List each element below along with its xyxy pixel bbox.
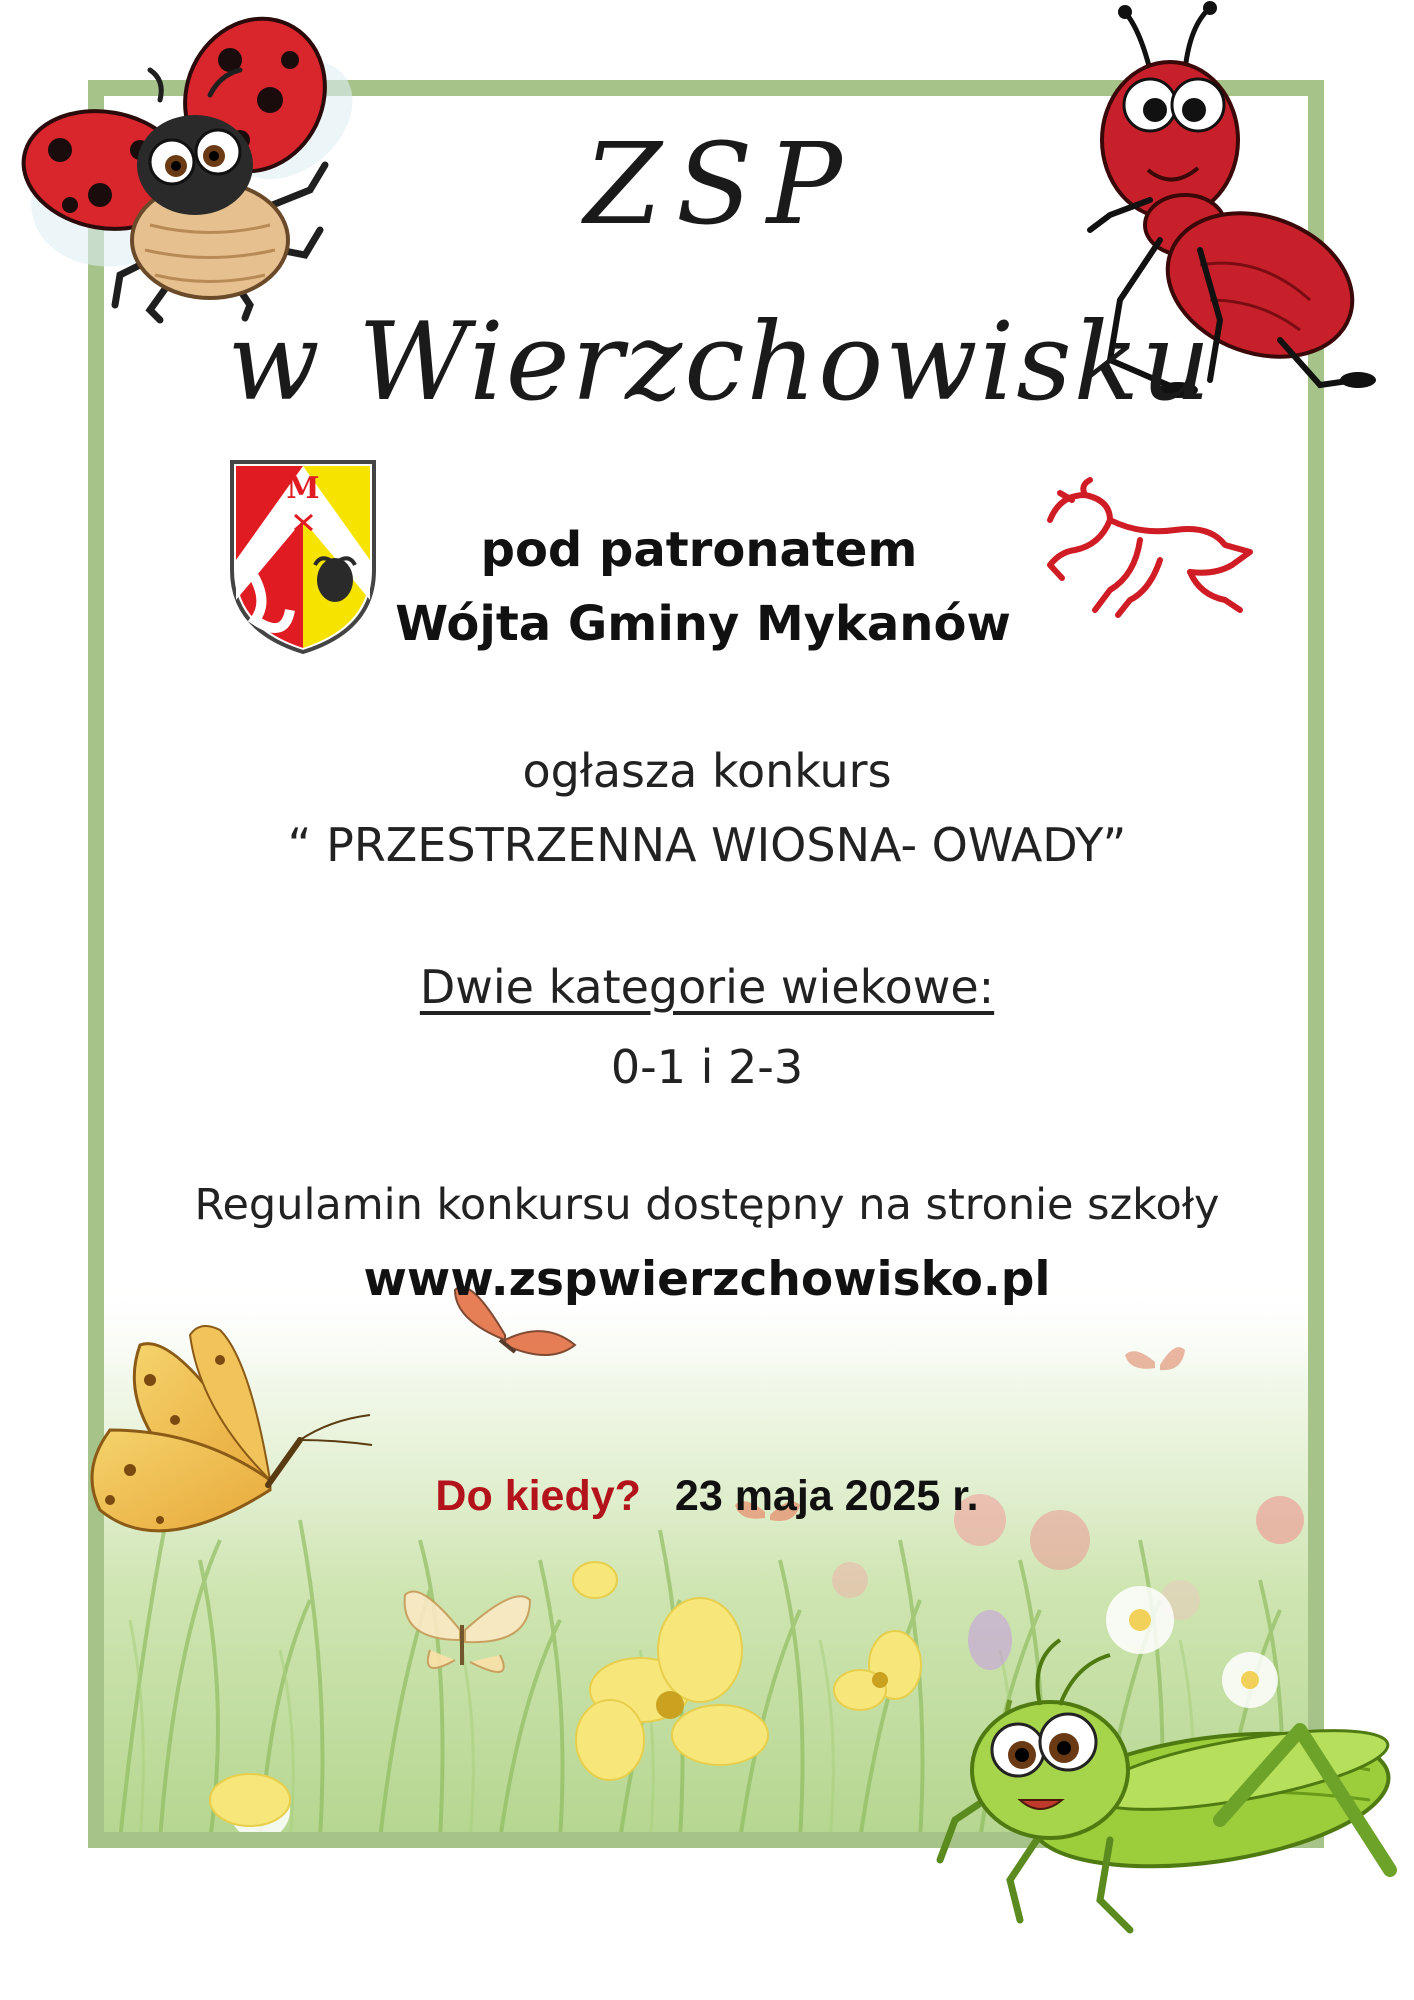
patronage-line-1: pod patronatem [480, 522, 918, 578]
patronage-line-2: Wójta Gminy Mykanów [395, 596, 1011, 652]
categories-title: Dwie kategorie wiekowe: [419, 960, 995, 1014]
contest-name: “ PRZESTRZENNA WIOSNA- OWADY” [287, 818, 1127, 872]
deadline [0, 1472, 1414, 1521]
deadline-date: 23 maja 2025 r. [674, 1472, 979, 1520]
deadline-question: Do kiedy? [435, 1472, 641, 1520]
svg-text:M: M [286, 471, 320, 506]
title-line-1: ZSP [584, 120, 856, 250]
announcement-line-1: ogłasza konkurs [522, 744, 892, 798]
rules-text: Regulamin konkursu dostępny na stronie szkoły [194, 1180, 1220, 1230]
categories-values: 0-1 i 2-3 [610, 1040, 804, 1094]
title-line-2: w Wierzchowisku [227, 300, 1213, 425]
website-link[interactable]: www.zspwierzchowisko.pl [363, 1252, 1051, 1307]
